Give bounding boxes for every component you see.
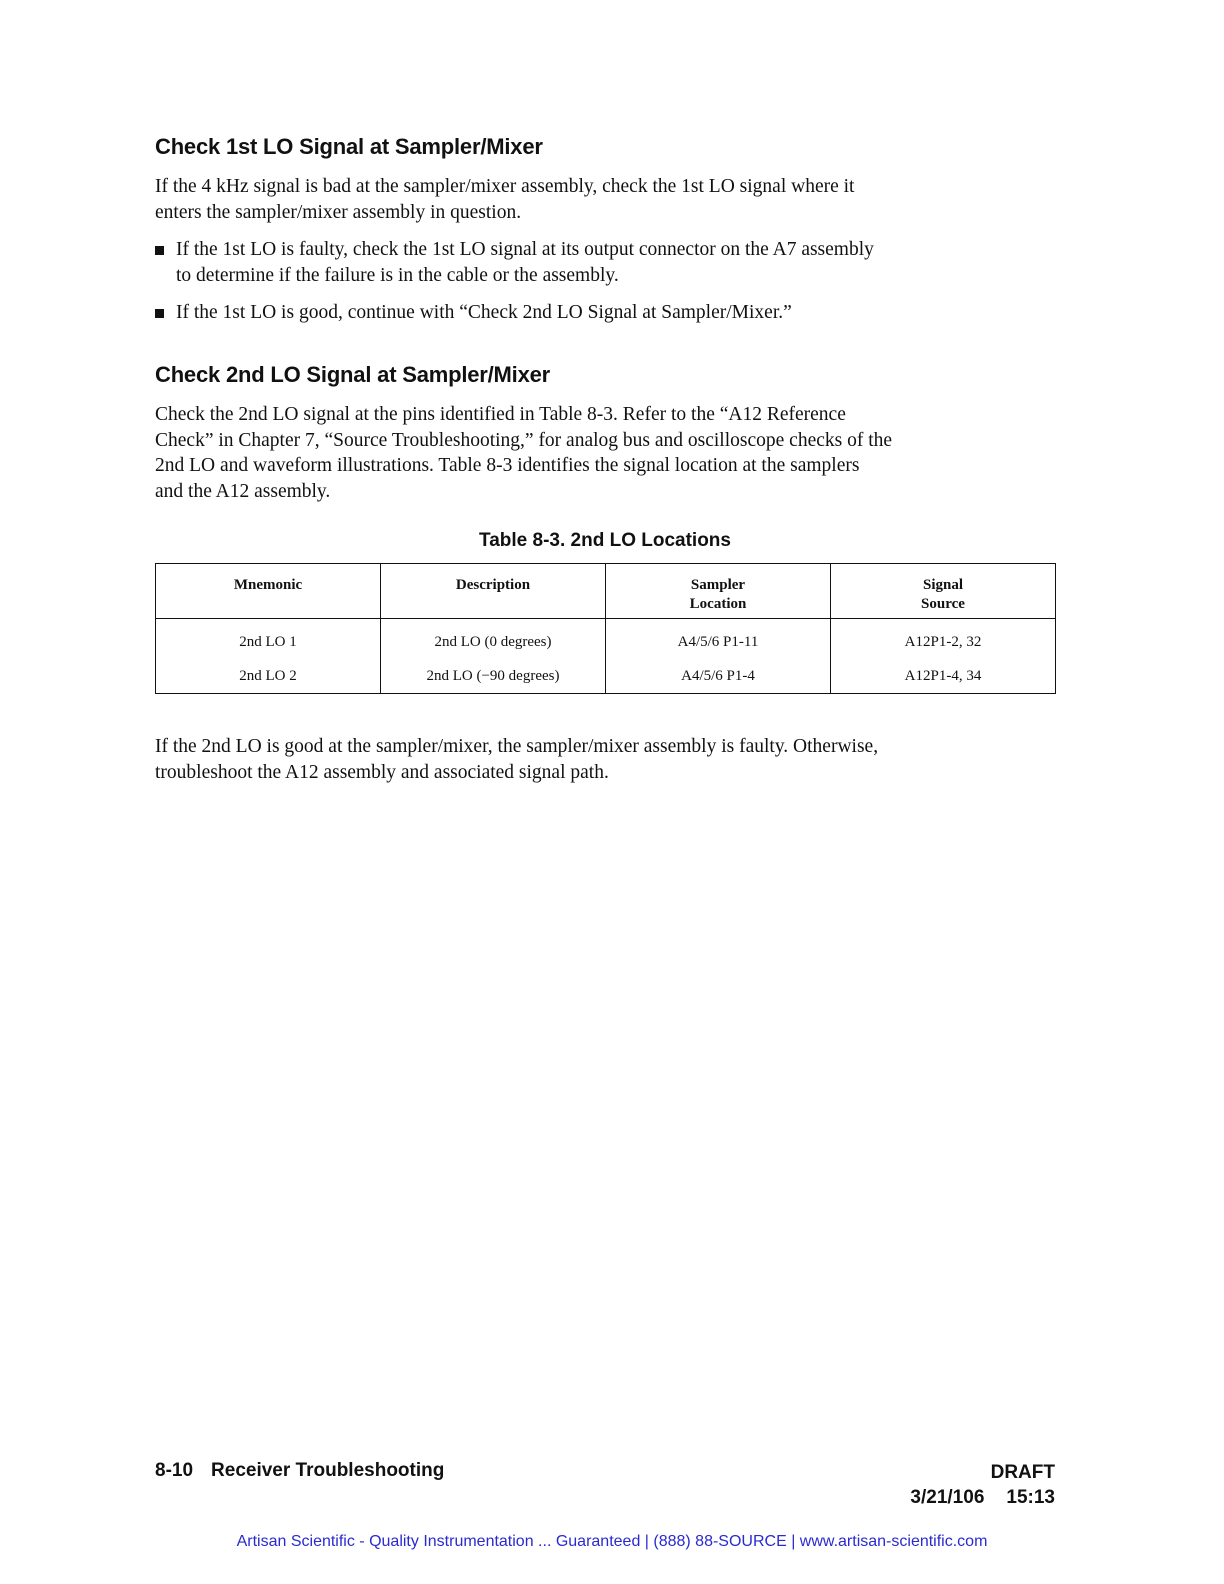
- page-footer-left: [155, 1460, 444, 1482]
- table-cell: 2nd LO 1: [156, 619, 381, 660]
- body-line: Check” in Chapter 7, “Source Troubleshooting,” for analog bus and oscilloscope checks of the: [155, 429, 893, 451]
- bullet-item-good: [155, 300, 1055, 326]
- section-2-body: [155, 402, 1055, 504]
- bullet-square-icon: [155, 309, 164, 318]
- bullet-square-icon: [155, 246, 164, 255]
- draft-date: 3/21/106: [910, 1487, 985, 1508]
- body-line: Check the 2nd LO signal at the pins identified in Table 8-3. Refer to the “A12 Reference: [155, 404, 846, 425]
- draft-label: DRAFT: [990, 1462, 1055, 1483]
- table-row: [156, 659, 1056, 694]
- chapter-title: Receiver Troubleshooting: [211, 1460, 445, 1481]
- table-cell: 2nd LO (0 degrees): [381, 619, 606, 660]
- column-header-mnemonic: Mnemonic: [156, 564, 381, 619]
- page-footer-right: [910, 1460, 1055, 1510]
- closing-line: troubleshoot the A12 assembly and associated signal path.: [155, 761, 609, 783]
- table-header-row: [156, 564, 1056, 619]
- page-number: 8-10: [155, 1460, 194, 1481]
- table-cell: A4/5/6 P1-4: [606, 659, 831, 694]
- table-row: [156, 619, 1056, 660]
- column-header-description: Description: [381, 564, 606, 619]
- vendor-banner: Artisan Scientific - Quality Instrumentation ... Guaranteed | (888) 88-SOURCE | www.artisan-scientific.com: [236, 1533, 988, 1550]
- table-cell: A12P1-2, 32: [831, 619, 1056, 660]
- column-header-sampler-location: Sampler Location: [606, 564, 831, 619]
- bullet-text: If the 1st LO is good, continue with “Check 2nd LO Signal at Sampler/Mixer.”: [176, 302, 792, 323]
- bullet-text: If the 1st LO is faulty, check the 1st LO signal at its output connector on the A7 assembly to determine if the failure is in the cable or the assembly.: [176, 239, 874, 286]
- table-cell: 2nd LO 2: [156, 659, 381, 694]
- section-1-intro: [155, 174, 1055, 225]
- column-header-signal-source: Signal Source: [831, 564, 1056, 619]
- table-cell: A12P1-4, 34: [831, 659, 1056, 694]
- bullet-item-faulty: [155, 237, 1055, 288]
- table-cell: 2nd LO (−90 degrees): [381, 659, 606, 694]
- table-caption: Table 8-3. 2nd LO Locations: [479, 530, 731, 551]
- intro-line: If the 4 kHz signal is bad at the sampler/mixer assembly, check the 1st LO signal where it: [155, 176, 855, 197]
- body-line: and the A12 assembly.: [155, 480, 331, 502]
- section-heading-2nd-lo: Check 2nd LO Signal at Sampler/Mixer: [155, 362, 551, 387]
- section-heading-1st-lo: Check 1st LO Signal at Sampler/Mixer: [155, 134, 543, 159]
- draft-time: 15:13: [1006, 1487, 1055, 1508]
- draft-timestamp: [910, 1485, 1055, 1510]
- closing-line: If the 2nd LO is good at the sampler/mixer, the sampler/mixer assembly is faulty. Otherwise,: [155, 736, 879, 757]
- body-line: 2nd LO and waveform illustrations. Table 8-3 identifies the signal location at the samplers: [155, 455, 860, 476]
- intro-line: enters the sampler/mixer assembly in question.: [155, 201, 522, 223]
- closing-paragraph: [155, 734, 1055, 785]
- table-cell: A4/5/6 P1-11: [606, 619, 831, 660]
- lo-locations-table: [155, 563, 1056, 694]
